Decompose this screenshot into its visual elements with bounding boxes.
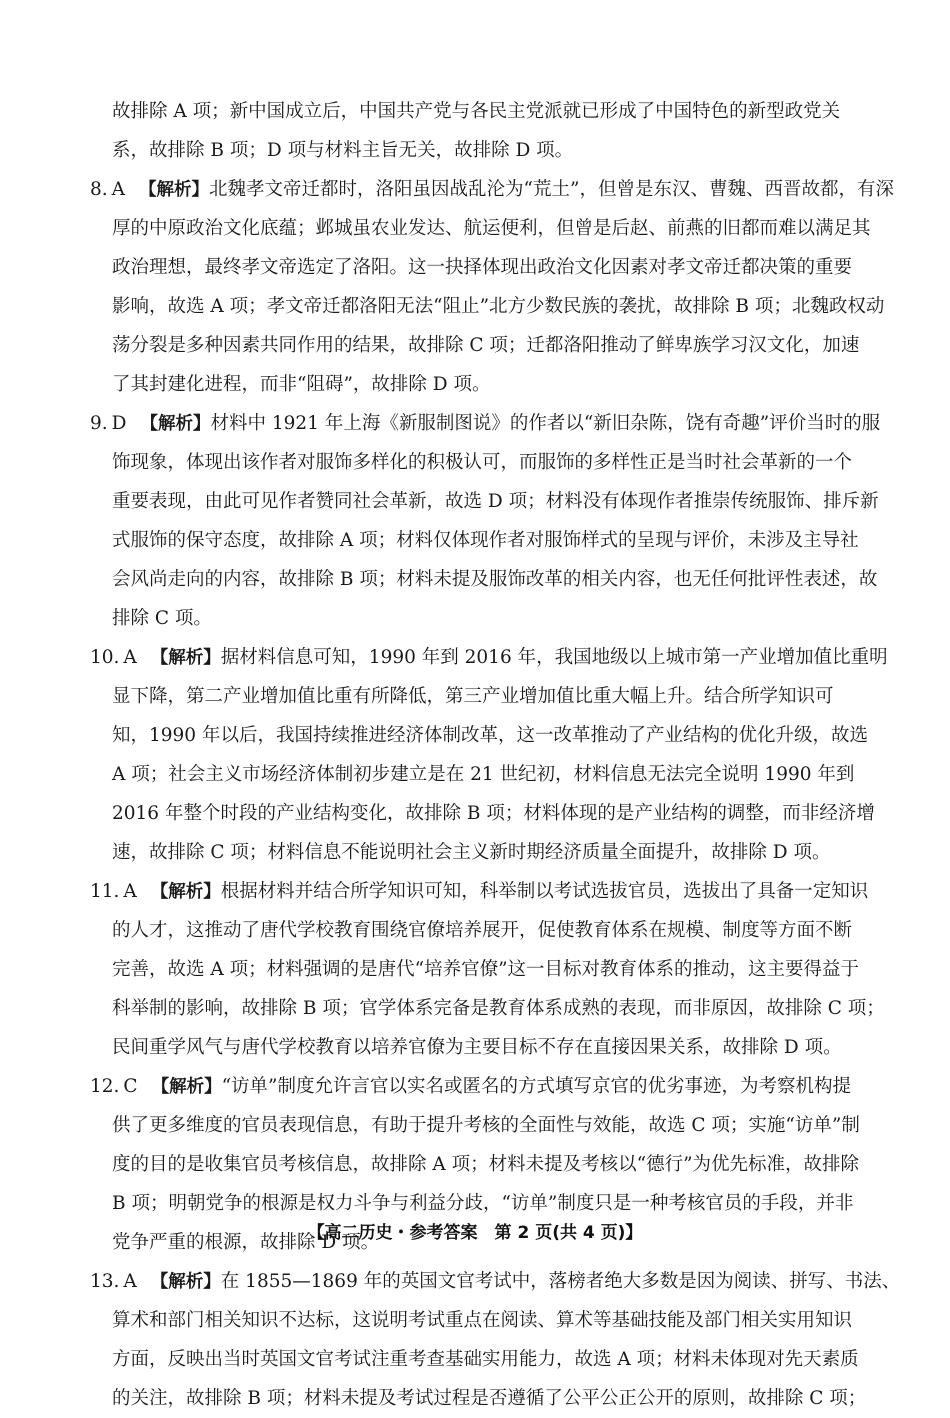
analysis-text: “访单”制度允许言官以实名或匿名的方式填写京官的优劣事迹，为考察机构提 xyxy=(221,1076,851,1097)
analysis-line: 会风尚走向的内容，故排除 B 项；材料未提及服饰改革的相关内容，也无任何批评性表述，故 xyxy=(112,569,878,590)
analysis-tag: 【解析】 xyxy=(150,1272,221,1292)
question-8-first-line xyxy=(90,170,894,209)
analysis-tag: 【解析】 xyxy=(139,180,210,200)
question-number: 11. xyxy=(90,881,120,902)
analysis-line: 显下降，第二产业增加值比重有所降低，第三产业增加值比重大幅上升。结合所学知识可 xyxy=(112,686,834,707)
answer-content xyxy=(90,92,901,1418)
analysis-line: 科举制的影响，故排除 B 项；官学体系完备是教育体系成熟的表现，而非原因，故排除 C 项； xyxy=(112,998,885,1019)
analysis-tag: 【解析】 xyxy=(150,882,221,902)
analysis-line: 度的目的是收集官员考核信息，故排除 A 项；材料未提及考核以“德行”为优先标准，故排除 xyxy=(112,1154,860,1175)
answer-letter: C xyxy=(123,1076,138,1097)
analysis-line: 知，1990 年以后，我国持续推进经济体制改革，这一改革推动了产业结构的优化升级，故选 xyxy=(112,725,868,746)
continued-text-line: 系，故排除 B 项；D 项与材料主旨无关，故排除 D 项。 xyxy=(112,140,574,161)
question-12-first-line xyxy=(90,1067,870,1106)
analysis-line: A 项；社会主义市场经济体制初步建立是在 21 世纪初，材料信息无法完全说明 1990 年到 xyxy=(112,764,855,785)
analysis-line: 党争严重的根源，故排除 D 项。 xyxy=(112,1232,380,1253)
analysis-text: 北魏孝文帝迁都时，洛阳虽因战乱沦为“荒土”，但曾是东汉、曹魏、西晋故都，有深 xyxy=(209,179,894,200)
analysis-line: 式服饰的保守态度，故排除 A 项；材料仅体现作者对服饰样式的呈现与评价，未涉及主导社 xyxy=(112,530,859,551)
continued-text-line: 故排除 A 项；新中国成立后，中国共产党与各民主党派就已形成了中国特色的新型政党关 xyxy=(112,101,841,122)
analysis-tag: 【解析】 xyxy=(140,414,211,434)
analysis-line: 民间重学风气与唐代学校教育以培养官僚为主要目标不存在直接因果关系，故排除 D 项。 xyxy=(112,1037,842,1058)
analysis-line: 的人才，这推动了唐代学校教育围绕官僚培养展开，促使教育体系在规模、制度等方面不断 xyxy=(112,920,853,941)
analysis-text: 在 1855—1869 年的英国文官考试中，落榜者绝大多数是因为阅读、拼写、书法、 xyxy=(220,1271,901,1292)
question-number: 10. xyxy=(90,647,120,668)
answer-letter: A xyxy=(123,647,137,668)
analysis-line: B 项；明朝党争的根源是权力斗争与利益分歧，“访单”制度只是一种考核官员的手段，并非 xyxy=(112,1193,854,1214)
answer-letter: A xyxy=(123,881,137,902)
analysis-line: 政治理想，最终孝文帝选定了洛阳。这一抉择体现出政治文化因素对孝文帝迁都决策的重要 xyxy=(112,257,853,278)
page-footer: 【高二历史・参考答案 第 2 页(共 4 页)】 xyxy=(307,1223,643,1243)
analysis-line: 的关注，故排除 B 项；材料未提及考试过程是否遵循了公平公正公开的原则，故排除 C 项； xyxy=(112,1388,867,1409)
analysis-line: 了其封建化进程，而非“阻碍”，故排除 D 项。 xyxy=(112,374,491,395)
analysis-line: 饰现象，体现出该作者对服饰多样化的积极认可，而服饰的多样性正是当时社会革新的一个 xyxy=(112,452,853,473)
question-number: 8. xyxy=(90,179,108,200)
analysis-line: 2016 年整个时段的产业结构变化，故排除 B 项；材料体现的是产业结构的调整，而非经济增 xyxy=(112,803,875,824)
question-11-first-line xyxy=(90,872,870,911)
question-number: 9. xyxy=(90,413,108,434)
analysis-line: 重要表现，由此可见作者赞同社会革新，故选 D 项；材料没有体现作者推崇传统服饰、排斥新 xyxy=(112,491,879,512)
analysis-line: 速，故排除 C 项；材料信息不能说明社会主义新时期经济质量全面提升，故排除 D 项。 xyxy=(112,842,831,863)
analysis-line: 方面，反映出当时英国文官考试注重考查基础实用能力，故选 A 项；材料未体现对先天素质 xyxy=(112,1349,859,1370)
analysis-tag: 【解析】 xyxy=(151,1077,222,1097)
analysis-line: 供了更多维度的官员表现信息，有助于提升考核的全面性与效能，故选 C 项；实施“访单”制 xyxy=(112,1115,860,1136)
analysis-text: 根据材料并结合所学知识可知，科举制以考试选拔官员，选拔出了具备一定知识 xyxy=(220,881,869,902)
analysis-line: 排除 C 项。 xyxy=(112,608,212,629)
analysis-line: 荡分裂是多种因素共同作用的结果，故排除 C 项；迁都洛阳推动了鲜卑族学习汉文化，加速 xyxy=(112,335,860,356)
analysis-line: 厚的中原政治文化底蕴；邺城虽农业发达、航运便利，但曾是后赵、前燕的旧都而难以满足其 xyxy=(112,218,871,239)
analysis-line: 影响，故选 A 项；孝文帝迁都洛阳无法“阻止”北方少数民族的袭扰，故排除 B 项；北魏政权动 xyxy=(112,296,885,317)
question-number: 13. xyxy=(90,1271,120,1292)
answer-letter: A xyxy=(123,1271,137,1292)
answer-letter: A xyxy=(111,179,126,200)
question-10-first-line xyxy=(90,638,888,677)
analysis-text: 据材料信息可知，1990 年到 2016 年，我国地级以上城市第一产业增加值比重明 xyxy=(220,647,888,668)
question-9-first-line xyxy=(90,404,881,443)
question-13-first-line xyxy=(90,1262,901,1301)
analysis-tag: 【解析】 xyxy=(150,648,221,668)
analysis-text: 材料中 1921 年上海《新服制图说》的作者以“新旧杂陈，饶有奇趣”评价当时的服 xyxy=(210,413,881,434)
question-number: 12. xyxy=(90,1076,120,1097)
answer-letter: D xyxy=(111,413,127,434)
analysis-line: 完善，故选 A 项；材料强调的是唐代“培养官僚”这一目标对教育体系的推动，这主要得益于 xyxy=(112,959,860,980)
analysis-line: 算术和部门相关知识不达标，这说明考试重点在阅读、算术等基础技能及部门相关实用知识 xyxy=(112,1310,853,1331)
